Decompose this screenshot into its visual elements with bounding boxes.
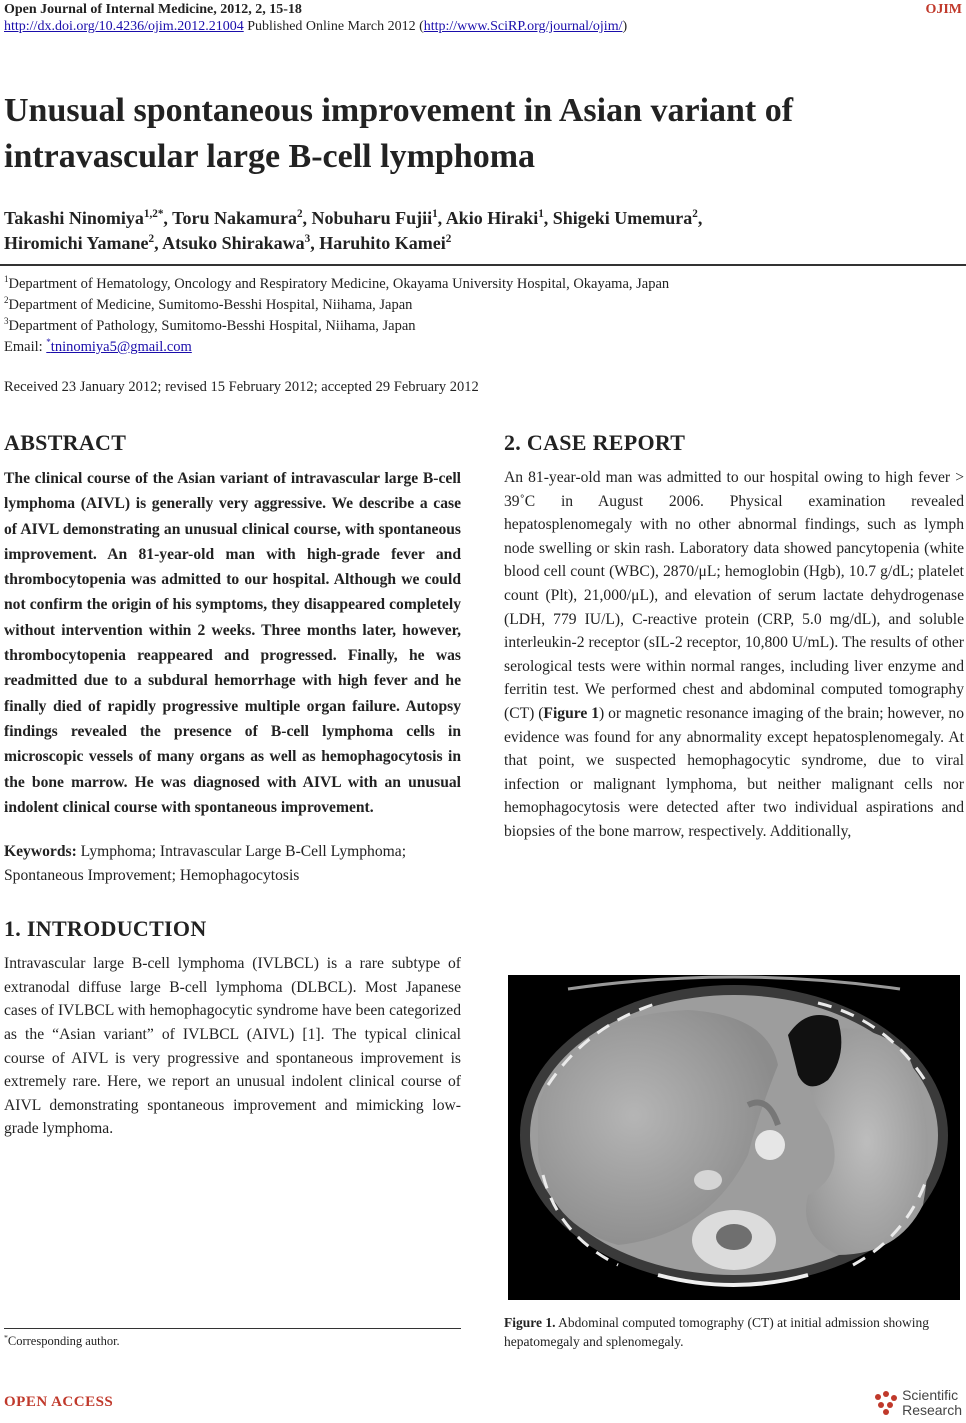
author-list: Takashi Ninomiya$^{1,2*}$, Toru Nakamura$^2$, Nobuharu Fujii$^1$, Akio Hiraki$^1$, Shigeki Umemura$^2$, Hiromichi Yamane$^2$, Atsuko Shirakawa$^3$, Haruhito Kamei$^2$ [4,208,703,253]
journal-link[interactable]: http://www.SciRP.org/journal/ojim/ [423,19,623,34]
right-column [504,430,964,844]
footnote-divider [4,1328,461,1329]
ct-scan-image [508,975,960,1300]
ct-scan-figure [508,975,960,1300]
open-access-label: OPEN ACCESS [4,1394,114,1410]
doi-link[interactable]: http://dx.doi.org/10.4236/ojim.2012.21004 [4,19,244,34]
abstract-heading: ABSTRACT [4,430,127,455]
introduction-text: Intravascular large B-cell lymphoma (IVLBCL) is a rare subtype of extranodal diffuse large B-cell lymphoma (DLBCL). Most Japanese cases of IVLBCL with hemophagocytic syndrome have been categorized as the “Asian variant” of IVLBCL (AIVL) [1]. The typical clinical course of AIVL is very progressive and spontaneous improvement is extremely rare. Here, we report an unusual indolent clinical course of AIVL demonstrating spontaneous improvement and mimicking low-grade lymphoma. [4,955,461,1138]
scirp-logo-icon [872,1390,902,1416]
affiliation: $^3$Department of Pathology, Sumitomo-Besshi Hospital, Niihama, Japan [4,316,416,334]
figure-reference[interactable]: Figure 1 [543,704,600,722]
keywords-label: Keywords: [4,843,77,861]
journal-abbrev: OJIM [925,2,962,17]
author-name: Hiromichi Yamane$^2$ [4,233,155,253]
case-report-text: An 81-year-old man was admitted to our hospital owing to high fever > 39˚C in August 2006. Physical examination revealed hepatosplenomegaly with no other abnormal findings, such as lymph node swelling or skin rash. Laboratory data showed pancytopenia (white blood cell count (WBC), 2870/μL; hemoglobin (Hgb), 10.7 g/dL; platelet count (Plt), 21,000/μL), and elevation of serum lactate dehydrogenase (LDH, 779 IU/L), C-reactive protein (CRP, 5.0 mg/dL), and soluble interleukin-2 receptor (sIL-2 receptor, 10,800 U/mL). The results of other serological tests were within normal ranges, including liver enzyme and ferritin test. We performed chest and abdominal computed tomography (CT) (Figure 1) or magnetic resonance imaging of the brain; however, no evidence was found for any abnormality except hepatosplenomegaly. At that point, we suspected hemophagocytic syndrome, due to viral infection or malignant lymphoma, but neither malignant cells nor hemophagocytosis were detected after two individual aspirations and biopsies of the bone marrow, respectively. Additionally, [504,469,964,840]
affiliation: $^1$Department of Hematology, Oncology and Respiratory Medicine, Okayama University Hospital, Okayama, Japan [4,274,670,292]
published-text: Published Online March 2012 ( [243,19,424,34]
case-report-heading: 2. CASE REPORT [504,430,686,455]
abstract-text: The clinical course of the Asian variant of intravascular large B-cell lymphoma (AIVL) is generally very aggressive. We describe a case of AIVL demonstrating an unusual clinical course, with spontaneous improvement. An 81-year-old man with high-grade fever and thrombocytopenia was admitted to our hospital. Although we could not confirm the origin of his symptoms, they disappeared completely without intervention within 2 weeks. Three months later, however, thrombocytopenia reappeared and progressed. Finally, he was readmitted due to a subdural hemorrhage with high fever and he finally died of rapidly progressive multiple organ failure. Autopsy findings revealed the presence of B-cell lymphoma cells in microscopic vessels of many organs as well as hemophagocytosis in the bone marrow. He was diagnosed with AIVL with an unusual indolent clinical course with spontaneous improvement. [4,470,461,816]
affiliations [4,274,944,358]
author-name: Takashi Ninomiya$^{1,2*}$ [4,208,164,228]
keywords-text: Lymphoma; Intravascular Large B-Cell Lymphoma; Spontaneous Improvement; Hemophagocytosis [4,843,407,885]
journal-citation: Open Journal of Internal Medicine, 2012, 2, 15-18 [4,2,302,17]
scientific-research-logo [872,1388,962,1418]
doi-line [4,19,962,35]
email-link[interactable]: *tninomiya5@gmail.com [46,337,192,355]
introduction-heading: 1. INTRODUCTION [4,916,207,942]
author-name: Akio Hiraki$^1$ [445,208,544,228]
logo-line2: Research [902,1402,962,1418]
author-name: Toru Nakamura$^2$ [172,208,303,228]
logo-line1: Scientific [902,1387,959,1403]
figure-caption-label: Figure 1. [504,1315,556,1330]
left-column [4,430,461,1141]
received-dates: Received 23 January 2012; revised 15 February 2012; accepted 29 February 2012 [4,379,479,395]
email-line: Email: *tninomiya5@gmail.com [4,337,192,355]
close-paren: ) [622,19,628,34]
author-name: Atsuko Shirakawa$^3$ [162,233,311,253]
author-name: Nobuharu Fujii$^1$ [311,208,438,228]
paper-title: Unusual spontaneous improvement in Asian variant of intravascular large B-cell lymphoma [4,92,794,175]
figure-caption-text: Abdominal computed tomography (CT) at initial admission showing hepatomegaly and splenomegaly. [504,1315,929,1349]
author-name: Haruhito Kamei$^2$ [319,233,452,253]
author-name: Shigeki Umemura$^2$ [552,208,698,228]
header-divider [0,264,966,266]
footnote: *Corresponding author. [4,1332,120,1348]
keywords [4,840,461,888]
page-header [4,2,962,35]
affiliation: $^2$Department of Medicine, Sumitomo-Besshi Hospital, Niihama, Japan [4,295,413,313]
figure-caption [504,1313,964,1351]
